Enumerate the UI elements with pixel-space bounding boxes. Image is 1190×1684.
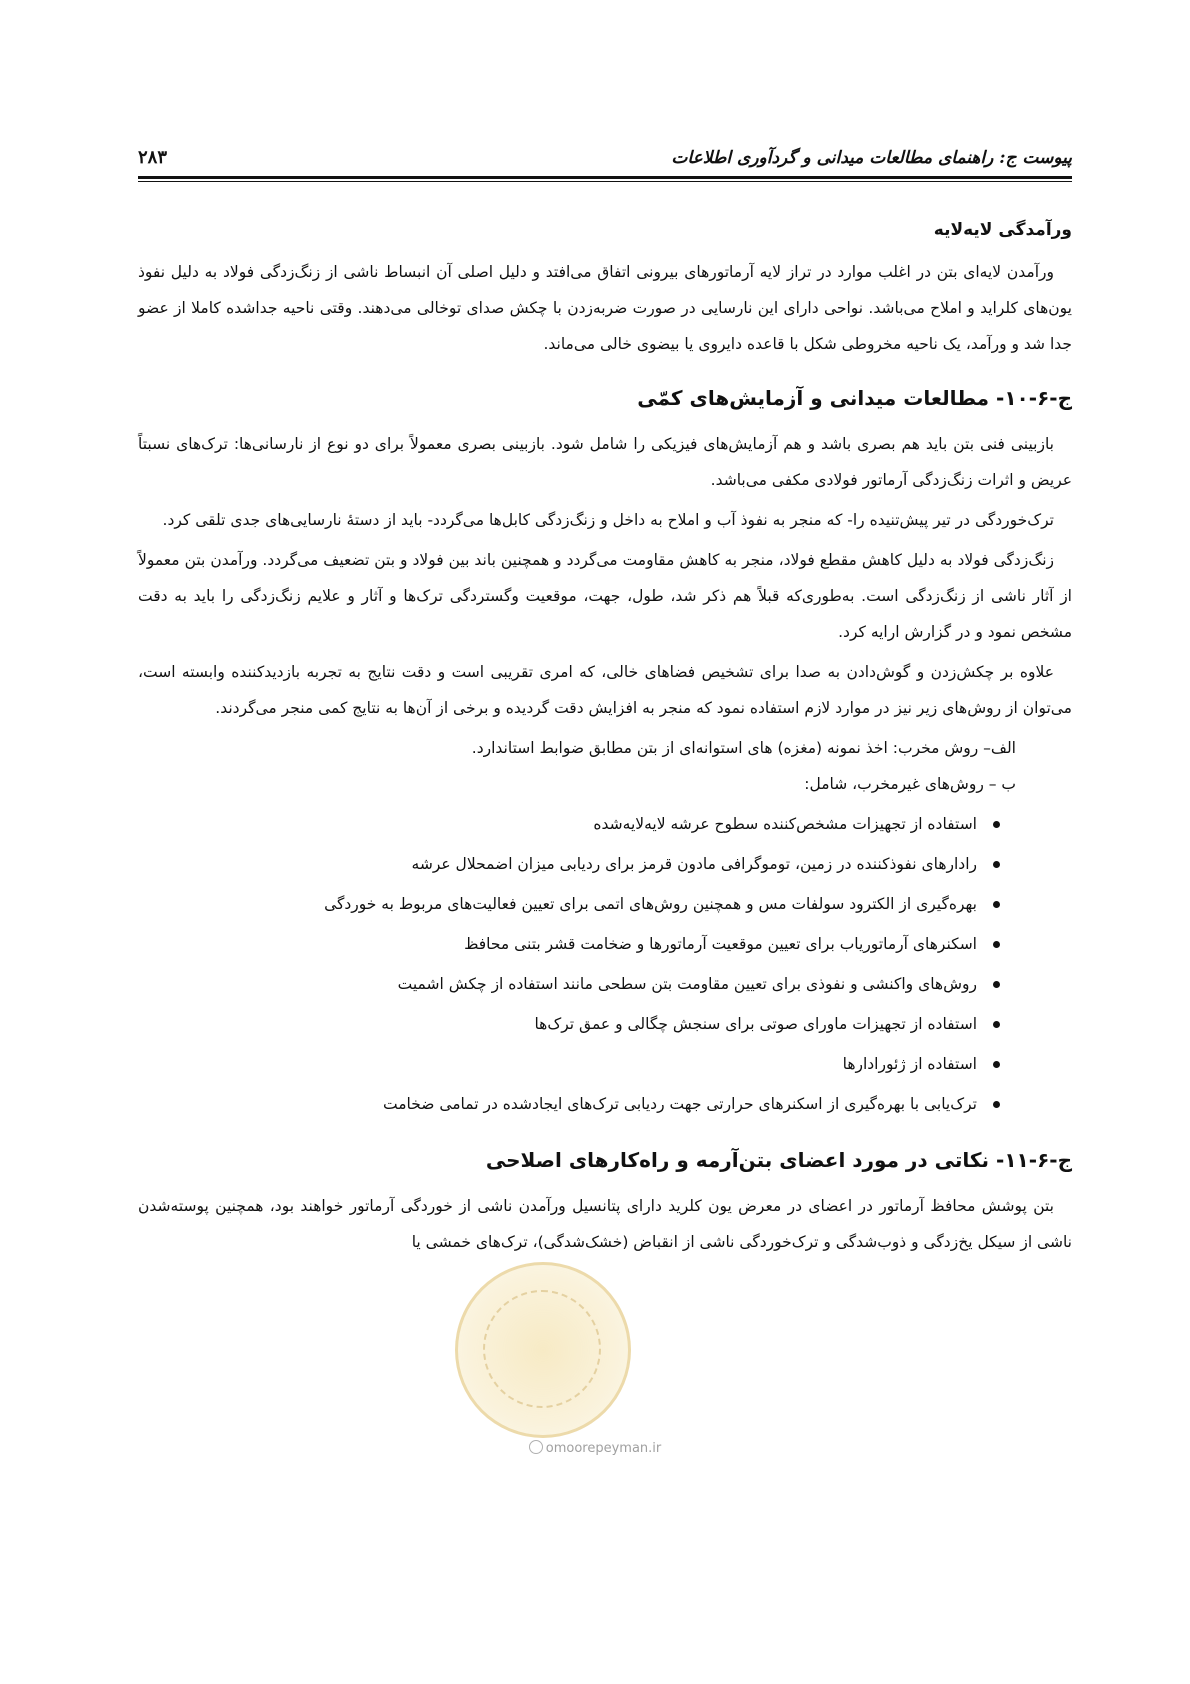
bullet-icon	[993, 821, 1000, 828]
bullet-icon	[993, 981, 1000, 988]
watermark-url	[0, 1440, 1190, 1456]
paragraph: ترک‌خوردگی در تیر پیش‌تنیده را- که منجر به نفوذ آب و املاح به داخل و زنگ‌زدگی کابل‌ها می‌گردد- باید از دستهٔ نارسایی‌های جدی تلقی کرد.	[162, 511, 1054, 529]
section-heading-reinforced-concrete: ج-۶-۱۱- نکاتی در مورد اعضای بتن‌آرمه و راه‌کارهای اصلاحی	[485, 1148, 1072, 1172]
page-number: ۲۸۳	[138, 147, 168, 168]
list-item	[138, 1084, 1000, 1124]
paragraph: ورآمدن لایه‌ای بتن در اغلب موارد در تراز لایه آرماتورهای بیرونی اتفاق می‌افتد و دلیل اصلی آن انبساط ناشی از زنگ‌زدگی فولاد به دلیل نفوذ یون‌های کلراید و املاح می‌باشد. نواحی دارای این نارسایی در صورت ضربه‌زدن با چکش صدای توخالی می‌دهند. وقتی ناحیه جداشده کاملا از عضو جدا شد و ورآمد، یک ناحیه مخروطی شکل با قاعده دایروی یا بیضوی خالی می‌ماند.	[138, 263, 1072, 353]
list-item	[138, 844, 1000, 884]
paragraph: علاوه بر چکش‌زدن و گوش‌دادن به صدا برای تشخیص فضاهای خالی، که امری تقریبی است و دقت نتایج به تجربه بازدیدکننده وابسته است، می‌توان از روش‌های زیر نیز در موارد لازم استفاده نمود که منجر به افزایش دقت گردیده و برخی از آن‌ها به نتایج کمی منجر می‌گردند.	[138, 663, 1072, 717]
list-item-text: روش‌های واکنشی و نفوذی برای تعیین مقاومت بتن سطحی مانند استفاده از چکش اشمیت	[397, 975, 977, 993]
bullet-icon	[993, 1101, 1000, 1108]
list-item-text: ترک‌یابی با بهره‌گیری از اسکنرهای حرارتی جهت ردیابی ترک‌های ایجادشده در تمامی ضخامت	[383, 1095, 977, 1113]
list-item	[138, 884, 1000, 924]
bullet-icon	[993, 1061, 1000, 1068]
nondestructive-methods-list	[138, 804, 1072, 1124]
list-item	[138, 1004, 1000, 1044]
watermark-url-text: omoorepeyman.ir	[545, 1441, 662, 1456]
watermark-seal-ring	[483, 1290, 601, 1408]
paragraph: بازبینی فنی بتن باید هم بصری باشد و هم آزمایش‌های فیزیکی را شامل شود. بازبینی بصری معمولاً برای دو نوع از نارسانی‌ها: ترک‌های نسبتاً عریض و اثرات زنگ‌زدگی آرماتور فولادی مکفی می‌باشد.	[138, 435, 1072, 489]
page-header	[138, 120, 1072, 176]
list-item-text: استفاده از تجهیزات ماورای صوتی برای سنجش چگالی و عمق ترک‌ها	[534, 1015, 977, 1033]
watermark-seal	[455, 1262, 631, 1438]
list-item	[138, 804, 1000, 844]
list-item	[138, 1044, 1000, 1084]
method-b-label: ب – روش‌های غیرمخرب، شامل:	[804, 775, 1016, 793]
at-icon	[529, 1440, 543, 1454]
list-item-text: استفاده از ژئورادارها	[842, 1055, 977, 1073]
list-item	[138, 964, 1000, 1004]
header-rule-thin	[138, 181, 1072, 182]
list-item-text: استفاده از تجهیزات مشخص‌کننده سطوح عرشه لایه‌لایه‌شده	[593, 815, 977, 833]
list-item-text: بهره‌گیری از الکترود سولفات مس و همچنین روش‌های اتمی برای تعیین فعالیت‌های مربوط به خوردگی	[324, 895, 977, 913]
header-title: پیوست ج: راهنمای مطالعات میدانی و گردآوری اطلاعات	[671, 148, 1072, 168]
list-item	[138, 924, 1000, 964]
bullet-icon	[993, 901, 1000, 908]
list-item-text: رادارهای نفوذکننده در زمین، توموگرافی مادون قرمز برای ردیابی میزان اضمحلال عرشه	[411, 855, 977, 873]
section-title-delamination: ورآمدگی لایه‌لایه	[933, 220, 1072, 240]
bullet-icon	[993, 861, 1000, 868]
header-rule	[138, 176, 1072, 179]
bullet-icon	[993, 941, 1000, 948]
paragraph: زنگ‌زدگی فولاد به دلیل کاهش مقطع فولاد، منجر به کاهش مقاومت می‌گردد و همچنین باند بین فولاد و بتن تضعیف می‌گردد. ورآمدن بتن معمولاً از آثار ناشی از زنگ‌زدگی است. به‌طوری‌که قبلاً هم ذکر شد، طول، جهت، موقعیت وگستردگی ترک‌ها و آثار و علایم زنگ‌زدگی را باید به دقت مشخص نمود و در گزارش ارایه کرد.	[138, 551, 1072, 641]
section-heading-field-studies: ج-۶-۱۰- مطالعات میدانی و آزمایش‌های کمّی	[637, 386, 1072, 410]
list-item-text: اسکنرهای آرماتوریاب برای تعیین موقعیت آرماتورها و ضخامت قشر بتنی محافظ	[464, 935, 977, 953]
bullet-icon	[993, 1021, 1000, 1028]
paragraph: بتن پوشش محافظ آرماتور در اعضای در معرض یون کلرید دارای پتانسیل ورآمدن ناشی از خوردگی آرماتور خواهند بود، همچنین پوسته‌شدن ناشی از سیکل یخ‌زدگی و ذوب‌شدگی و ترک‌خوردگی ناشی از انقباض (خشک‌شدگی)، ترک‌های خمشی یا	[138, 1197, 1072, 1251]
method-a-label: الف– روش مخرب: اخذ نمونه (مغزه) های استوانه‌ای از بتن مطابق ضوابط استاندارد.	[471, 739, 1016, 757]
